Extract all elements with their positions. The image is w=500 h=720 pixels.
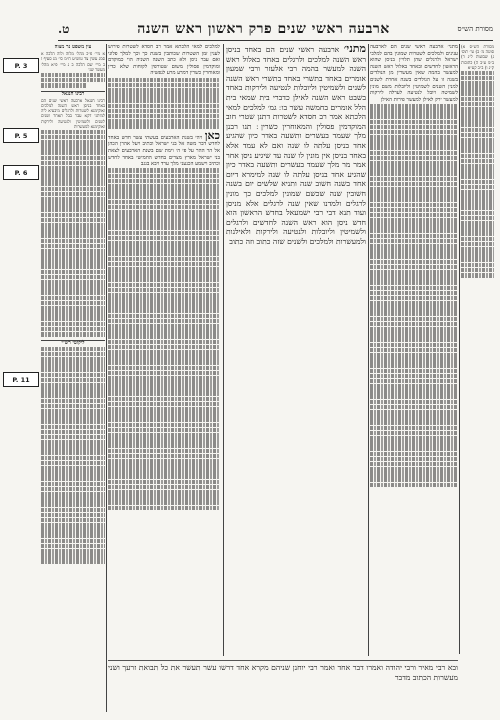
kan-heading: כאן [204,128,220,142]
ein-mishpat-text: א מיי׳ פ״כ מהל׳ מלוה ולוה הלכה א סמג עשין צד טוש״ע ח״מ סי׳ מג סעיף ז ב מיי׳ שם הלכה ב ג מיי׳ פ״א מהל׳ מעשר שני [41,51,105,72]
main-text-column [226,44,366,656]
kan-text: ויהי בשנת הארבעים בעשתי עשר חדש באחד לחדש דבר משה אל בני ישראל וכתיב ויעל אהרן הכהן אל הר ההר על פי ה׳ וימת שם בשנת הארבעים לצאת בני ישראל מארץ מצרים בחדש החמישי באחד לחדש וכתיב וישמע הכנעני מלך ערד ויבא בנגב [108,134,220,168]
main-text-body: ארבעה ראשי שנים הם באחד בניסן ראש השנה למלכים ולרגלים באחד באלול ראש השנה למעשר בהמה רבי אלעזר ורבי שמעון אומרים באחד בתשרי באחד בתשרי ראש השנה לשנים ולשמיטין וליובלות לנטיעה ולירקות באחד בשבט ראש השנה לאילן כדברי בית שמאי בית הלל אומרים בחמשה עשר בו ׃ גמ׳ למלכים למאי הלכתא אמר רב חסדא לשטרות דתנן שטרי חוב המוקדמין פסולין והמאוחרין כשרין ׃ תנו רבנן מלך שעמד בעשרים ותשעה באדר כיון שהגיע אחד בניסן עלתה לו שנה ואם לא עמד אלא באחד בניסן אין מונין לו שנה עד שיגיע ניסן אחר אמר מר מלך שעמד בעשרים ותשעה באדר כיון שהגיע אחד בניסן עלתה לו שנה למימרא דיום אחד בשנה חשוב שנה ותניא שלשים יום בשנה חשובין שנה [226,45,366,198]
rabbeinu-chananel-heading: רבינו חננאל [41,91,105,97]
rabbeinu-chananel-text: רבינו חננאל ארבעה ראשי שנים הם באחד בניסן ראש השנה למלכים ואוקימנא לשטרות ולרגלים מיבעיא ליה למיתני דקא עבר בבל תאחר ושנים לשנים ולשמיטין ולנטיעה ולירקות ואוקימנא למעשרות [41,97,105,129]
left-outer-column [41,44,105,712]
bottom-text-band [108,660,458,713]
margin-label-p11[interactable]: P. 11 [3,372,39,387]
page-header [58,18,493,41]
folio-number: ט. [58,21,70,36]
kan-block [108,128,220,168]
masoret-hashas-text: מסורת הש״ס א) סוטה מ׳ ב) עי׳ תוס׳ ג) שבועות ל״ג ד) ב״מ ע״ב ה) כתובות ק״ג ו) ב״ב קע״א [461,44,494,70]
tosafot-column [108,44,220,654]
likutei-rashi-heading: ליקוטי רש״י [41,340,105,346]
right-margin-column [461,44,494,644]
rashi-column [370,44,458,654]
column-divider-left [223,44,224,656]
main-text-continuation: שכשם שמונין למלכים כך מונין לרגלים ולמדנו שאין שנה לרגלים אלא מניסן ועוד תנא דבי רבי ישמעאל בחדש הראשון הוא חדש ניסן הוא ראש השנה לחדשים ולרגלים ולשמיטין וליובלות ולנטיעה ולירקות ולאילנות ולמעשרות ולמלכים ולשנים שזה כתוב וזה כתוב [226,188,366,246]
rashi-text: מתני׳ ארבעה ראשי שנים הם לארבעה ענינים ולמלכים לשטרות שמונין בהם למלכי ישראל ולרגלים שהן תלויין בניסן שהוא הראשון לחדשים ובאחד באלול ראש השנה למעשר בהמה שאין מעשרין מן הנולדים בשנה זו על הנולדים בשנה אחרת לשנים למנין השנים לשמיטין וליובלות משם מונין לשמיטה ויובל לנטיעה לערלה לירקות למעשר ירק לאילן למעשר פירות האילן [370,44,458,103]
page-title: ארבעה ראשי שנים פרק ראשון ראש השנה [137,20,390,37]
margin-divider-right [459,44,460,654]
column-divider-right [368,44,369,656]
margin-label-p3[interactable]: P. 3 [3,58,39,73]
bottom-text: ובא רבי מאיר ורבי יהודה ואמרו דבר אחד ואמר רבי יוחנן שניהם מקרא אחד דרשו עשר תעשר את כל תבואת זרעך ושני מעשרות הכתוב מדבר [108,663,458,682]
margin-label-p5[interactable]: P. 5 [3,128,39,143]
margin-divider-left [106,44,107,712]
margin-label-p6[interactable]: P. 6 [3,165,39,180]
ein-mishpat-heading: עין משפט נר מצוה [54,44,92,50]
tosafot-text: למלכים למאי הלכתא אמר רב חסדא לשטרות פירוש לענין זמן השטרות שכותבין בשנת כך וכך למלך פלוני ואם עבר ניסן ולא כתב השנה השניה הוי כמוקדם ומוקדמין פסולין משום שטורפין לקוחות שלא כדין ומאוחרין כשרין דמרע מרע לנפשיה [108,44,220,77]
mishnah-opening-word: מתני׳ [343,44,366,55]
header-right-note: מסורת הש״ס [457,25,493,33]
